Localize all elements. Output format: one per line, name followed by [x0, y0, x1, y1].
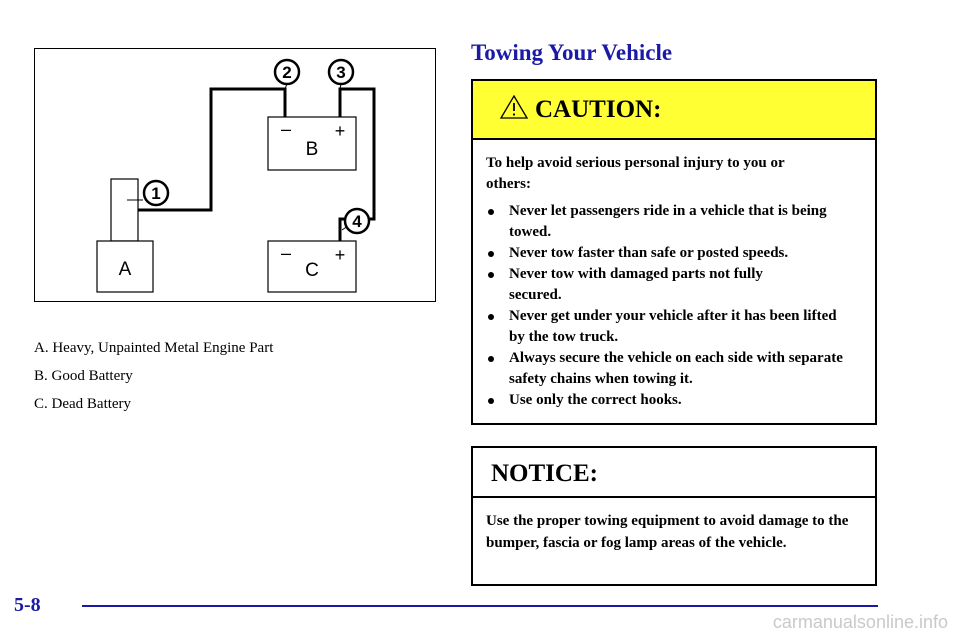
callout-4 [345, 209, 369, 233]
svg-text:2: 2 [282, 63, 292, 82]
diagram-svg [35, 49, 437, 303]
caution-item: Use only the correct hooks. [486, 390, 861, 411]
caution-item: Always secure the vehicle on each side with separate safety chains when towing it. [486, 348, 861, 390]
engine-part-bracket [111, 179, 138, 241]
diagram-legend [34, 334, 434, 418]
svg-text:1: 1 [151, 184, 161, 203]
svg-text:4: 4 [352, 212, 362, 231]
caution-body [473, 140, 875, 411]
notice-header [473, 448, 875, 498]
caution-item: Never tow faster than safe or posted speeds. [486, 243, 861, 264]
jump-start-diagram [34, 48, 436, 302]
bullet-icon [488, 356, 494, 362]
callout-2 [275, 60, 299, 84]
caution-box [471, 79, 877, 425]
callout-1 [144, 181, 168, 205]
bullet-icon [488, 272, 494, 278]
footer-rule [82, 605, 878, 607]
caution-intro: To help avoid serious personal injury to you or others: [486, 155, 785, 192]
callout-3 [329, 60, 353, 84]
box-b-label: B [305, 139, 319, 160]
legend-item-a: A. Heavy, Unpainted Metal Engine Part [34, 340, 274, 356]
caution-title: CAUTION: [535, 96, 662, 123]
notice-text: Use the proper towing equipment to avoid damage to the bumper, fascia or fog lamp areas of the vehicle. [486, 513, 849, 551]
caution-header [473, 81, 875, 140]
legend-item-b: B. Good Battery [34, 368, 133, 384]
warning-triangle-icon [500, 95, 528, 119]
section-title: Towing Your Vehicle [471, 40, 673, 65]
caution-item: Never tow with damaged parts not fully secured. [486, 264, 774, 306]
caution-list [486, 201, 861, 411]
box-b-plus: + [334, 121, 346, 141]
bullet-icon [488, 209, 494, 215]
box-c-plus: + [334, 245, 346, 265]
caution-item: Never let passengers ride in a vehicle that is being towed. [486, 201, 861, 243]
box-b-minus: – [280, 119, 292, 139]
bullet-icon [488, 398, 494, 404]
legend-item-c: C. Dead Battery [34, 396, 132, 412]
bullet-icon [488, 251, 494, 257]
watermark: carmanualsonline.info [772, 612, 948, 632]
bullet-icon [488, 314, 494, 320]
box-c-minus: – [280, 243, 292, 263]
page-number: 5-8 [14, 594, 41, 616]
box-a-label: A [118, 259, 132, 280]
notice-title: NOTICE: [491, 460, 598, 487]
notice-box [471, 446, 877, 586]
caution-item: Never get under your vehicle after it has been lifted by the tow truck. [486, 306, 839, 348]
svg-text:3: 3 [336, 63, 346, 82]
box-c-label: C [305, 260, 319, 281]
